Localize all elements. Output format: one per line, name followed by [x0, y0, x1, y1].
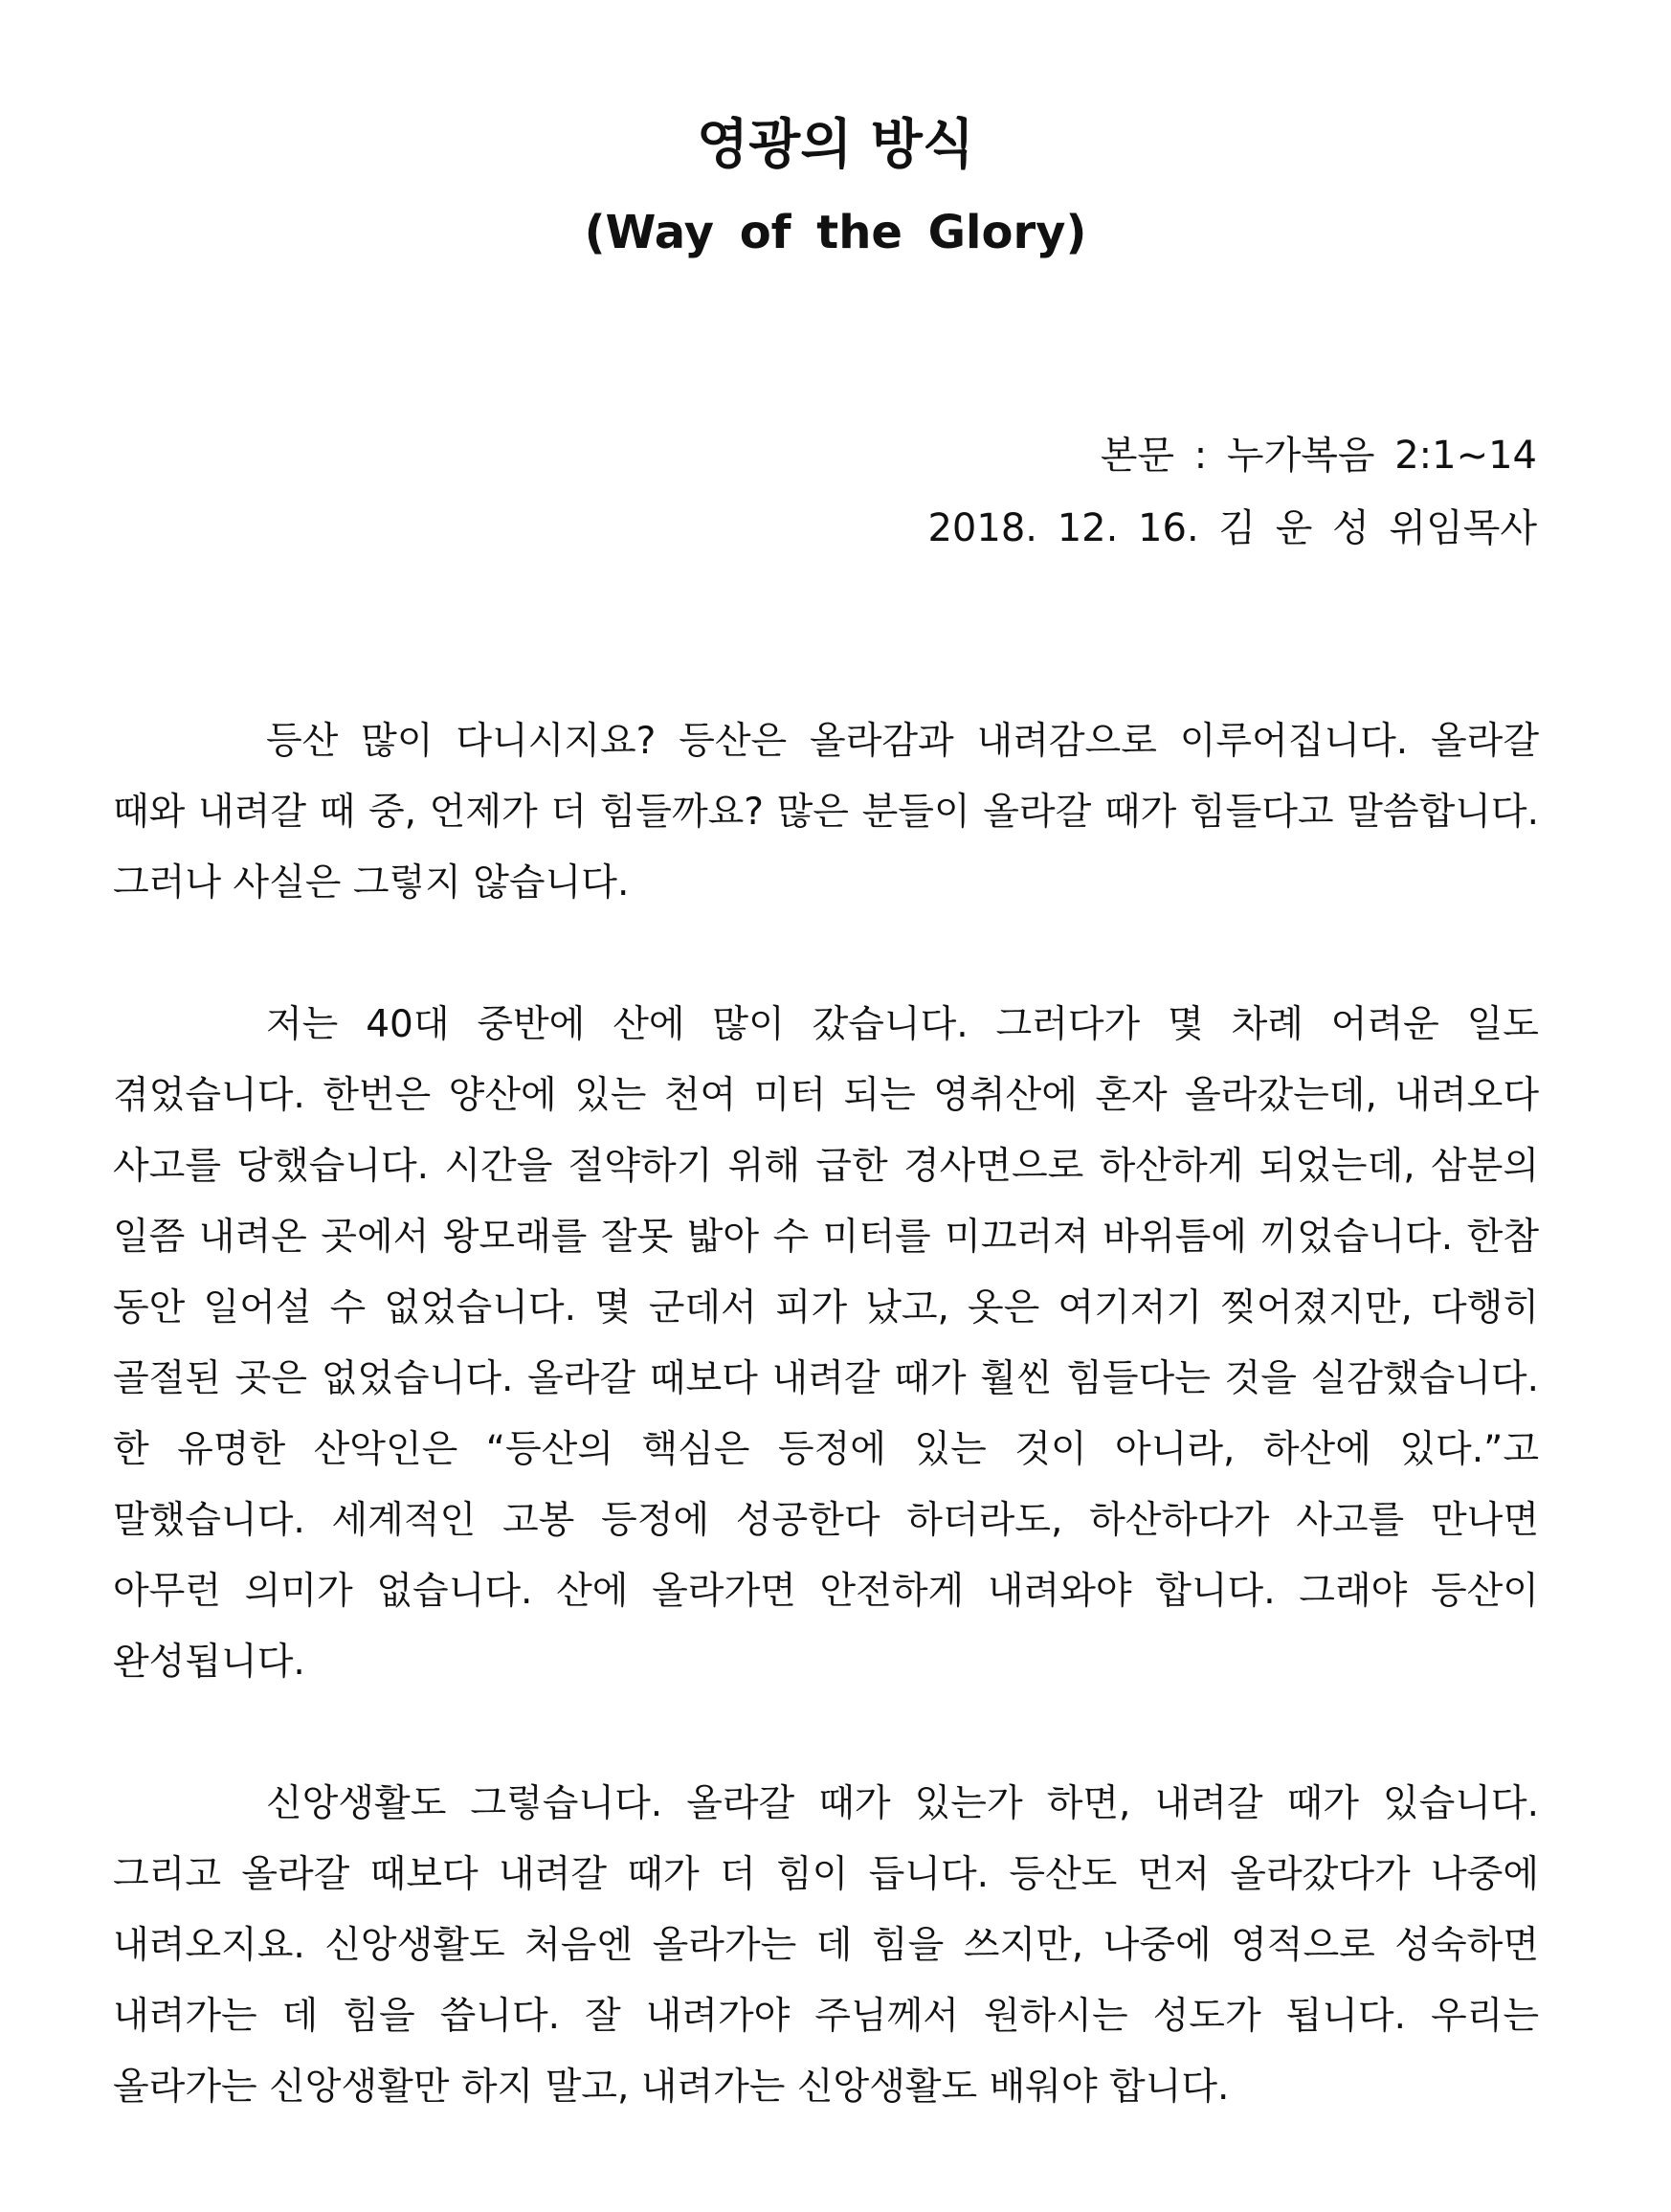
sermon-body	[113, 706, 1539, 2194]
sermon-subtitle: (Way of the Glory)	[584, 206, 1087, 259]
date-author-line: 2018. 12. 16. 김 운 성 위임목사	[927, 506, 1537, 550]
paragraph-3: 신앙생활도 그렇습니다. 올라갈 때가 있는가 하면, 내려갈 때가 있습니다. 그리고 올라갈 때보다 내려갈 때가 더 힘이 듭니다. 등산도 먼저 올라갔다가 나중에 내려오지요. 신앙생활도 처음엔 올라가는 데 힘을 쓰지만, 나중에 영적으로 성숙하면 내려가는 데 힘을 씁니다. 잘 내려가야 주님께서 원하시는 성도가 됩니다. 우리는 올라가는 신앙생활만 하지 말고, 내려가는 신앙생활도 배워야 합니다.	[113, 1782, 1539, 2109]
scripture-reference: 본문 : 누가복음 2:1~14	[1100, 434, 1537, 478]
sermon-title: 영광의 방식	[697, 114, 974, 176]
paragraph-2: 저는 40대 중반에 산에 많이 갔습니다. 그러다가 몇 차례 어려운 일도 겪었습니다. 한번은 양산에 있는 천여 미터 되는 영취산에 혼자 올라갔는데, 내려오다 사고를 당했습니다. 시간을 절약하기 위해 급한 경사면으로 하산하게 되었는데, 삼분의 일쯤 내려온 곳에서 왕모래를 잘못 밟아 수 미터를 미끄러져 바위틈에 끼었습니다. 한참 동안 일어설 수 없었습니다. 몇 군데서 피가 났고, 옷은 여기저기 찢어졌지만, 다행히 골절된 곳은 없었습니다. 올라갈 때보다 내려갈 때가 훨씬 힘들다는 것을 실감했습니다. 한 유명한 산악인은 “등산의 핵심은 등정에 있는 것이 아니라, 하산에 있다.”고 말했습니다. 세계적인 고봉 등정에 성공한다 하더라도, 하산하다가 사고를 만나면 아무런 의미가 없습니다. 산에 올라가면 안전하게 내려와야 합니다. 그래야 등산이 완성됩니다.	[113, 1003, 1539, 1684]
paragraph-1: 등산 많이 다니시지요? 등산은 올라감과 내려감으로 이루어집니다. 올라갈 때와 내려갈 때 중, 언제가 더 힘들까요? 많은 분들이 올라갈 때가 힘들다고 말씀합니다. 그러나 사실은 그렇지 않습니다.	[113, 720, 1539, 905]
